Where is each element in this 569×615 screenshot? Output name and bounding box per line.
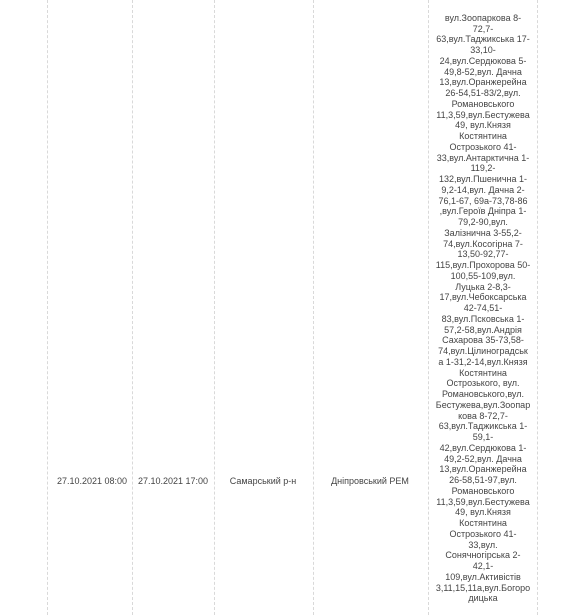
address-line: 13,50-92,77- [457,249,509,260]
address-line: кова 8-72,7- [458,410,508,421]
address-line: 13,вул.Оранжерейна [439,77,527,88]
start-time-cell: 27.10.2021 08:00 [56,476,128,486]
address-line: 57,2-58,вул.Андрія [444,324,522,335]
address-line: 109,вул.Активістів [445,571,521,582]
address-line: 11,3,59,вул.Бестужева [436,109,530,120]
address-line: 49,8-52,вул. Дачна [444,66,522,77]
district-cell: Самарський р-н [229,476,297,486]
address-line: 83,вул.Псковська 1- [441,313,525,324]
address-line [433,2,533,13]
address-line: 132,вул.Пшенична 1- [438,174,527,184]
address-line: 100,55-109,вул. [450,270,516,281]
address-line: 49, вул.Князя [455,507,511,518]
address-line: дицька [468,593,498,604]
address-line: 42,1- [472,561,494,571]
address-line: 33,10- [470,45,496,55]
column-divider [313,0,314,615]
address-line: 17,вул.Чебоксарська [439,292,527,303]
address-line: а 1-31,2-14,вул.Князя [438,356,528,367]
address-line: Романовського [451,98,515,109]
address-line: Костянтина [459,367,507,378]
address-line: 63,вул.Таджикська 17- [436,34,530,45]
address-line: 26-54,51-83/2,вул. [445,88,521,98]
column-divider [214,0,215,615]
address-line: 79,2-90,вул. [458,217,508,227]
address-line: 42,вул.Сердюкова 1- [439,442,527,453]
address-line: Костянтина [459,131,507,141]
address-line: 49,2-52,вул. Дачна [444,453,522,464]
address-line: Бестужева,вул.Зоопар [435,399,531,410]
address-line: Острозького, вул. [446,378,520,389]
address-line: 42-74,51- [463,303,503,313]
address-line: 13,вул.Оранжерейна [439,464,527,475]
address-line: Залізнична 3-55,2- [444,227,522,238]
address-line: ,вул.Героїв Дніпра 1- [439,206,527,217]
address-line: 49, вул.Князя [455,120,511,131]
address-line: 33,вул. [468,539,498,550]
address-line: 33,вул.Антарктична 1- [436,152,530,163]
address-line: Острозького 41- [449,528,517,539]
column-divider [47,0,48,615]
address-line: Острозького 41- [449,141,517,152]
address-cell [433,2,533,604]
address-line: 26-58,51-97,вул. [449,475,517,485]
address-line: вул.Зоопаркова 8- [444,12,522,23]
address-line: 59,1- [472,432,494,442]
address-line: Романовського,вул. [442,389,524,399]
address-line: Сонячногірська 2- [445,550,521,561]
address-line: 76,1-67, 69а-73,78-86 [438,195,528,206]
address-line: 74,вул.Цілиноградськ [438,346,528,356]
address-line: Луцька 2-8,3- [455,281,511,292]
address-line: 63,вул.Таджикська 1- [438,421,528,432]
address-line: Костянтина [459,518,507,528]
column-divider [428,0,429,615]
address-line: 24,вул.Сердюкова 5- [439,55,527,66]
rem-cell: Дніпровський РЕМ [331,476,409,486]
address-line: 11,3,59,вул.Бестужева [436,496,530,507]
address-line: 9,2-14,вул. Дачна 2- [441,184,525,195]
address-line: 3,11,15,11а,вул.Богоро [435,582,531,593]
address-line: 72,7- [472,23,494,34]
address-line: Романовського [451,485,515,496]
address-line: Сахарова 35-73,58- [442,335,524,346]
column-divider [132,0,133,615]
column-divider [537,0,538,615]
end-time-cell: 27.10.2021 17:00 [137,476,209,486]
address-line: 115,вул.Прохорова 50- [435,260,531,270]
address-line: 74,вул.Косогірна 7- [443,238,523,249]
address-line: 119,2- [470,163,496,174]
